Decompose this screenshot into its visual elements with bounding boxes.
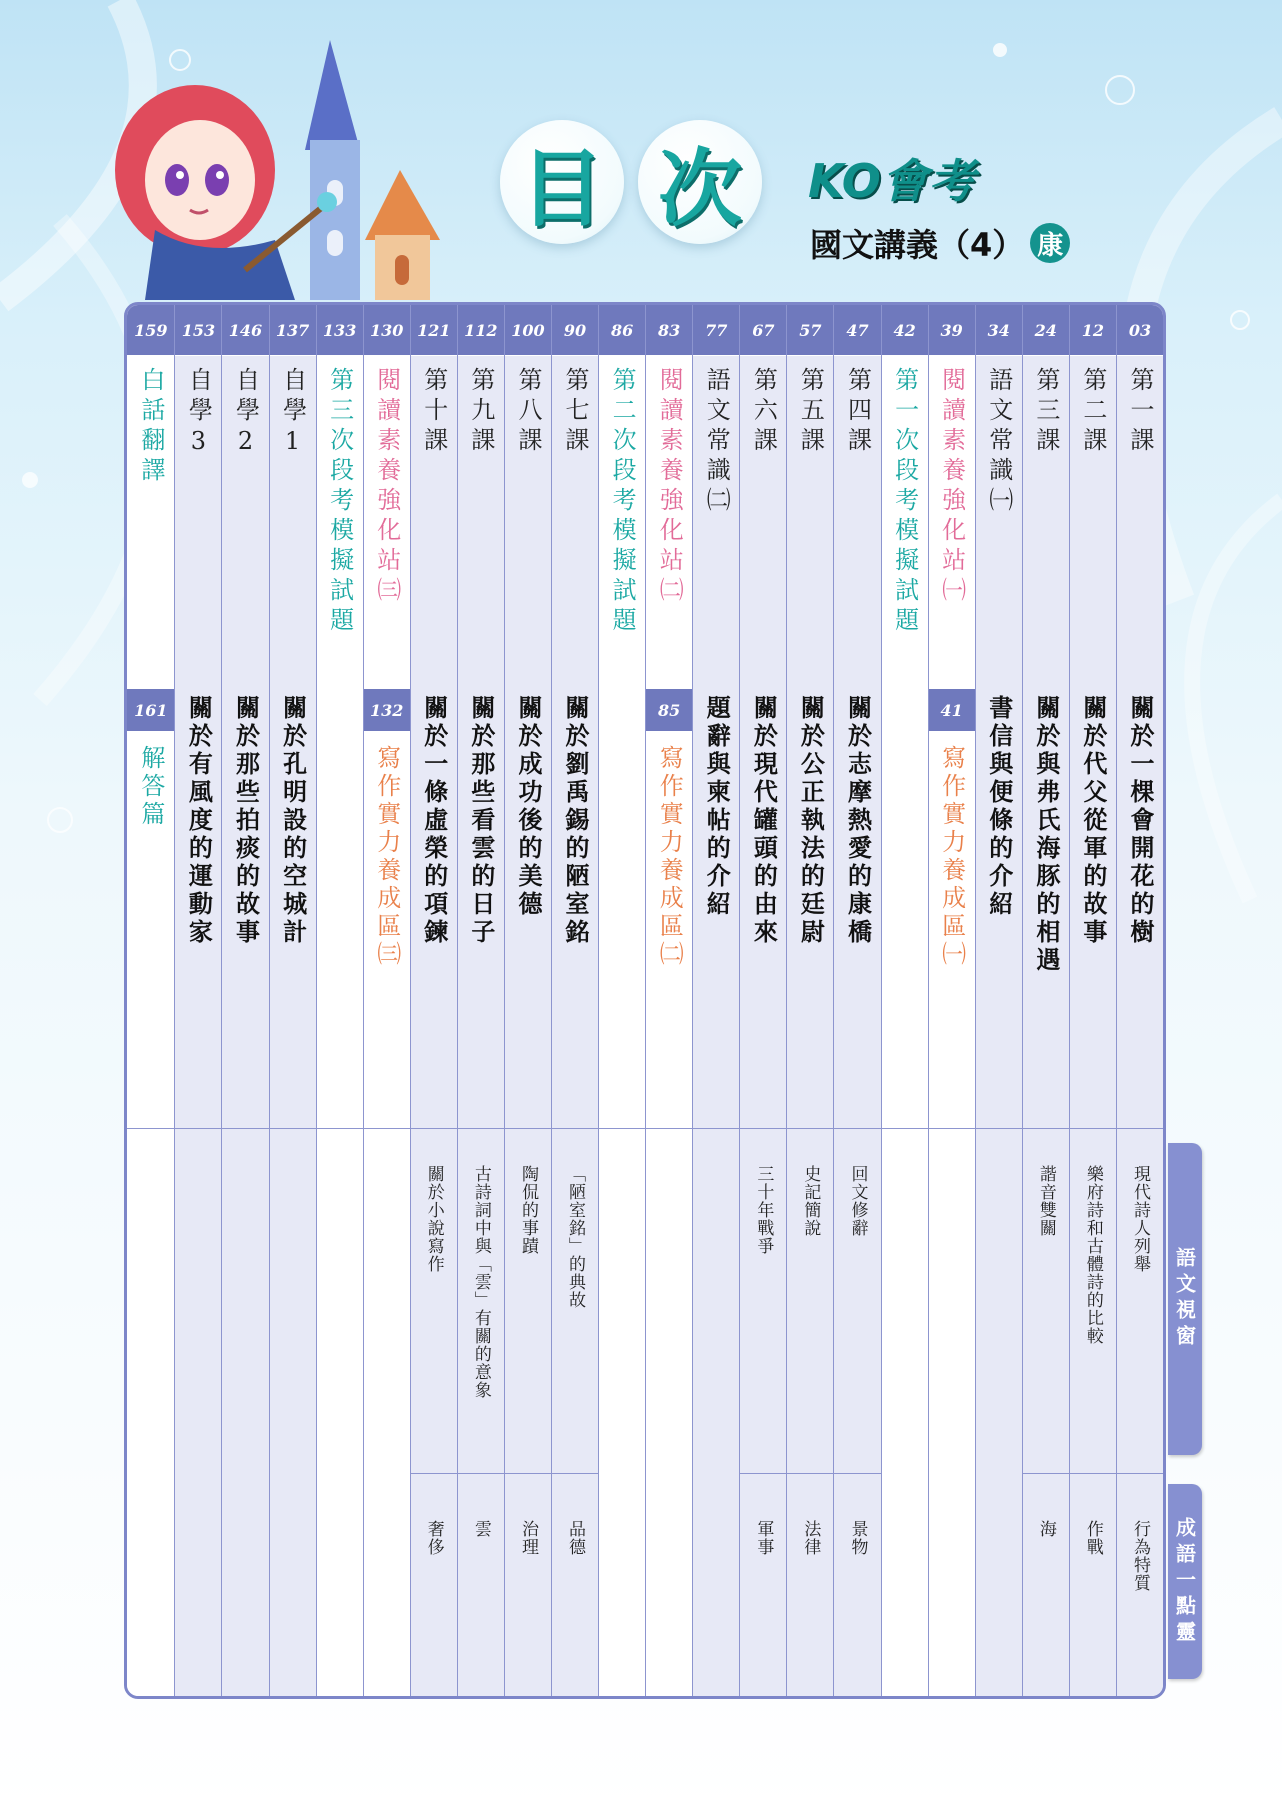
unit-title: 自學1 bbox=[278, 367, 307, 461]
unit-title: 自學2 bbox=[231, 367, 260, 461]
idiom-topic: 海 bbox=[1035, 1520, 1056, 1538]
side-tab-language-window[interactable]: 語文視窗 bbox=[1168, 1143, 1202, 1455]
page-number: 100 bbox=[505, 305, 551, 356]
idiom-topic: 行為特質 bbox=[1129, 1520, 1150, 1592]
divider bbox=[1117, 1473, 1163, 1474]
unit-title: 閱讀素養強化站㈢ bbox=[372, 367, 401, 607]
divider bbox=[458, 1473, 504, 1474]
divider bbox=[740, 1473, 786, 1474]
divider bbox=[411, 1128, 457, 1129]
brand-logo: KO會考 bbox=[808, 154, 976, 208]
divider bbox=[411, 1473, 457, 1474]
unit-description: 關於那些拍痰的故事 bbox=[231, 695, 261, 947]
character-illustration bbox=[95, 30, 515, 300]
language-window-topic: 樂府詩和古體詩的比較 bbox=[1082, 1165, 1103, 1345]
unit-title: 第一課 bbox=[1125, 367, 1154, 457]
divider bbox=[1023, 1473, 1069, 1474]
page-number: 03 bbox=[1117, 305, 1163, 356]
unit-description: 解答篇 bbox=[136, 745, 165, 829]
idiom-topic: 作戰 bbox=[1082, 1520, 1103, 1556]
unit-description: 關於一棵會開花的樹 bbox=[1125, 695, 1155, 947]
divider bbox=[1070, 1128, 1116, 1129]
language-window-topic: 陶侃的事蹟 bbox=[517, 1165, 538, 1255]
unit-title: 第一次段考模擬試題 bbox=[890, 367, 919, 637]
divider bbox=[317, 1128, 363, 1129]
divider bbox=[929, 1128, 975, 1129]
unit-title: 第十課 bbox=[419, 367, 448, 457]
unit-description: 關於劉禹錫的陋室銘 bbox=[561, 695, 591, 947]
unit-title: 第四課 bbox=[843, 367, 872, 457]
title-char-1: 目 bbox=[500, 120, 624, 244]
page-number: 24 bbox=[1023, 305, 1069, 356]
divider bbox=[693, 1128, 739, 1129]
toc-column[interactable] bbox=[881, 305, 928, 1696]
divider bbox=[127, 1128, 174, 1129]
unit-title: 第三課 bbox=[1031, 367, 1060, 457]
toc-table bbox=[124, 302, 1166, 1699]
unit-description: 關於代父從軍的故事 bbox=[1078, 695, 1108, 947]
page-number: 57 bbox=[787, 305, 833, 356]
unit-title: 第三次段考模擬試題 bbox=[325, 367, 354, 637]
sub-page-number: 41 bbox=[929, 689, 975, 731]
toc-column[interactable] bbox=[457, 305, 504, 1696]
toc-column[interactable] bbox=[127, 305, 174, 1696]
page-number: 130 bbox=[364, 305, 410, 356]
toc-column[interactable] bbox=[316, 305, 363, 1696]
unit-description: 關於有風度的運動家 bbox=[184, 695, 214, 947]
page-number: 12 bbox=[1070, 305, 1116, 356]
idiom-topic: 景物 bbox=[847, 1520, 868, 1556]
divider bbox=[505, 1128, 551, 1129]
page-number: 83 bbox=[646, 305, 692, 356]
unit-description: 關於一條虛榮的項鍊 bbox=[419, 695, 449, 947]
toc-column[interactable] bbox=[1069, 305, 1116, 1696]
toc-column[interactable] bbox=[975, 305, 1022, 1696]
toc-column[interactable] bbox=[1116, 305, 1163, 1696]
idiom-topic: 奢侈 bbox=[423, 1520, 444, 1556]
page-number: 39 bbox=[929, 305, 975, 356]
unit-title: 第八課 bbox=[513, 367, 542, 457]
divider bbox=[1117, 1128, 1163, 1129]
divider bbox=[976, 1128, 1022, 1129]
language-window-topic: 史記簡說 bbox=[800, 1165, 821, 1237]
divider bbox=[1070, 1473, 1116, 1474]
divider bbox=[646, 1128, 692, 1129]
toc-column[interactable] bbox=[692, 305, 739, 1696]
toc-column[interactable] bbox=[363, 305, 410, 1696]
unit-title: 第二課 bbox=[1078, 367, 1107, 457]
toc-column[interactable] bbox=[928, 305, 975, 1696]
unit-description: 關於孔明設的空城計 bbox=[278, 695, 308, 947]
divider bbox=[834, 1128, 880, 1129]
page-title bbox=[500, 120, 762, 244]
toc-column[interactable] bbox=[739, 305, 786, 1696]
language-window-topic: 古詩詞中與「雲」有關的意象 bbox=[470, 1165, 491, 1399]
page-number: 42 bbox=[882, 305, 928, 356]
language-window-topic: 現代詩人列舉 bbox=[1129, 1165, 1150, 1273]
unit-title: 第六課 bbox=[749, 367, 778, 457]
sub-page-number: 85 bbox=[646, 689, 692, 731]
page-number: 153 bbox=[175, 305, 221, 356]
unit-description: 題辭與柬帖的介紹 bbox=[702, 695, 732, 919]
page-number: 77 bbox=[693, 305, 739, 356]
divider bbox=[882, 1128, 928, 1129]
unit-title: 語文常識㈡ bbox=[702, 367, 731, 517]
toc-column[interactable] bbox=[269, 305, 316, 1696]
idiom-topic: 雲 bbox=[470, 1520, 491, 1538]
divider bbox=[599, 1128, 645, 1129]
divider bbox=[270, 1128, 316, 1129]
divider bbox=[364, 1128, 410, 1129]
page-number: 146 bbox=[222, 305, 268, 356]
page-number: 34 bbox=[976, 305, 1022, 356]
toc-column[interactable] bbox=[410, 305, 457, 1696]
unit-description: 寫作實力養成區㈡ bbox=[655, 745, 684, 969]
divider bbox=[552, 1473, 598, 1474]
toc-column[interactable] bbox=[833, 305, 880, 1696]
unit-description: 關於現代罐頭的由來 bbox=[749, 695, 779, 947]
unit-title: 自學3 bbox=[184, 367, 213, 461]
page-number: 90 bbox=[552, 305, 598, 356]
unit-description: 關於與弗氏海豚的相遇 bbox=[1031, 695, 1061, 975]
publisher-badge: 康 bbox=[1030, 223, 1070, 263]
page-number: 159 bbox=[127, 305, 174, 356]
unit-description: 關於成功後的美德 bbox=[513, 695, 543, 919]
toc-column[interactable] bbox=[598, 305, 645, 1696]
unit-title: 白話翻譯 bbox=[136, 367, 165, 487]
page-number: 121 bbox=[411, 305, 457, 356]
unit-title: 閱讀素養強化站㈡ bbox=[655, 367, 684, 607]
idiom-topic: 軍事 bbox=[753, 1520, 774, 1556]
divider bbox=[505, 1473, 551, 1474]
unit-title: 語文常識㈠ bbox=[984, 367, 1013, 517]
divider bbox=[458, 1128, 504, 1129]
unit-description: 關於志摩熱愛的康橋 bbox=[843, 695, 873, 947]
language-window-topic: 三十年戰爭 bbox=[753, 1165, 774, 1255]
unit-description: 關於公正執法的廷尉 bbox=[796, 695, 826, 947]
unit-title: 閱讀素養強化站㈠ bbox=[937, 367, 966, 607]
language-window-topic: 回文修辭 bbox=[847, 1165, 868, 1237]
subtitle bbox=[810, 220, 1070, 266]
toc-column[interactable] bbox=[504, 305, 551, 1696]
divider bbox=[740, 1128, 786, 1129]
side-tab-idioms[interactable]: 成語一點靈 bbox=[1168, 1484, 1202, 1679]
page-number: 137 bbox=[270, 305, 316, 356]
unit-title: 第九課 bbox=[466, 367, 495, 457]
language-window-topic: 關於小說寫作 bbox=[423, 1165, 444, 1273]
divider bbox=[222, 1128, 268, 1129]
sub-page-number: 161 bbox=[127, 689, 174, 731]
divider bbox=[787, 1473, 833, 1474]
sub-page-number: 132 bbox=[364, 689, 410, 731]
unit-title: 第七課 bbox=[561, 367, 590, 457]
language-window-topic: 「陋室銘」的典故 bbox=[565, 1165, 586, 1309]
idiom-topic: 法律 bbox=[800, 1520, 821, 1556]
title-char-2: 次 bbox=[638, 120, 762, 244]
divider bbox=[834, 1473, 880, 1474]
idiom-topic: 治理 bbox=[517, 1520, 538, 1556]
divider bbox=[552, 1128, 598, 1129]
unit-description: 寫作實力養成區㈠ bbox=[937, 745, 966, 969]
toc-column[interactable] bbox=[786, 305, 833, 1696]
page-number: 86 bbox=[599, 305, 645, 356]
unit-title: 第五課 bbox=[796, 367, 825, 457]
toc-column[interactable] bbox=[645, 305, 692, 1696]
page-number: 112 bbox=[458, 305, 504, 356]
divider bbox=[175, 1128, 221, 1129]
page-number: 47 bbox=[834, 305, 880, 356]
idiom-topic: 品德 bbox=[565, 1520, 586, 1556]
page-number: 133 bbox=[317, 305, 363, 356]
unit-description: 關於那些看雲的日子 bbox=[466, 695, 496, 947]
subtitle-text: 國文講義（4） bbox=[810, 226, 1025, 264]
divider bbox=[1023, 1128, 1069, 1129]
toc-column[interactable] bbox=[1022, 305, 1069, 1696]
toc-column[interactable] bbox=[221, 305, 268, 1696]
toc-column[interactable] bbox=[174, 305, 221, 1696]
toc-column[interactable] bbox=[551, 305, 598, 1696]
divider bbox=[787, 1128, 833, 1129]
language-window-topic: 諧音雙關 bbox=[1035, 1165, 1056, 1237]
unit-title: 第二次段考模擬試題 bbox=[608, 367, 637, 637]
unit-description: 寫作實力養成區㈢ bbox=[372, 745, 401, 969]
page-number: 67 bbox=[740, 305, 786, 356]
unit-description: 書信與便條的介紹 bbox=[984, 695, 1014, 919]
